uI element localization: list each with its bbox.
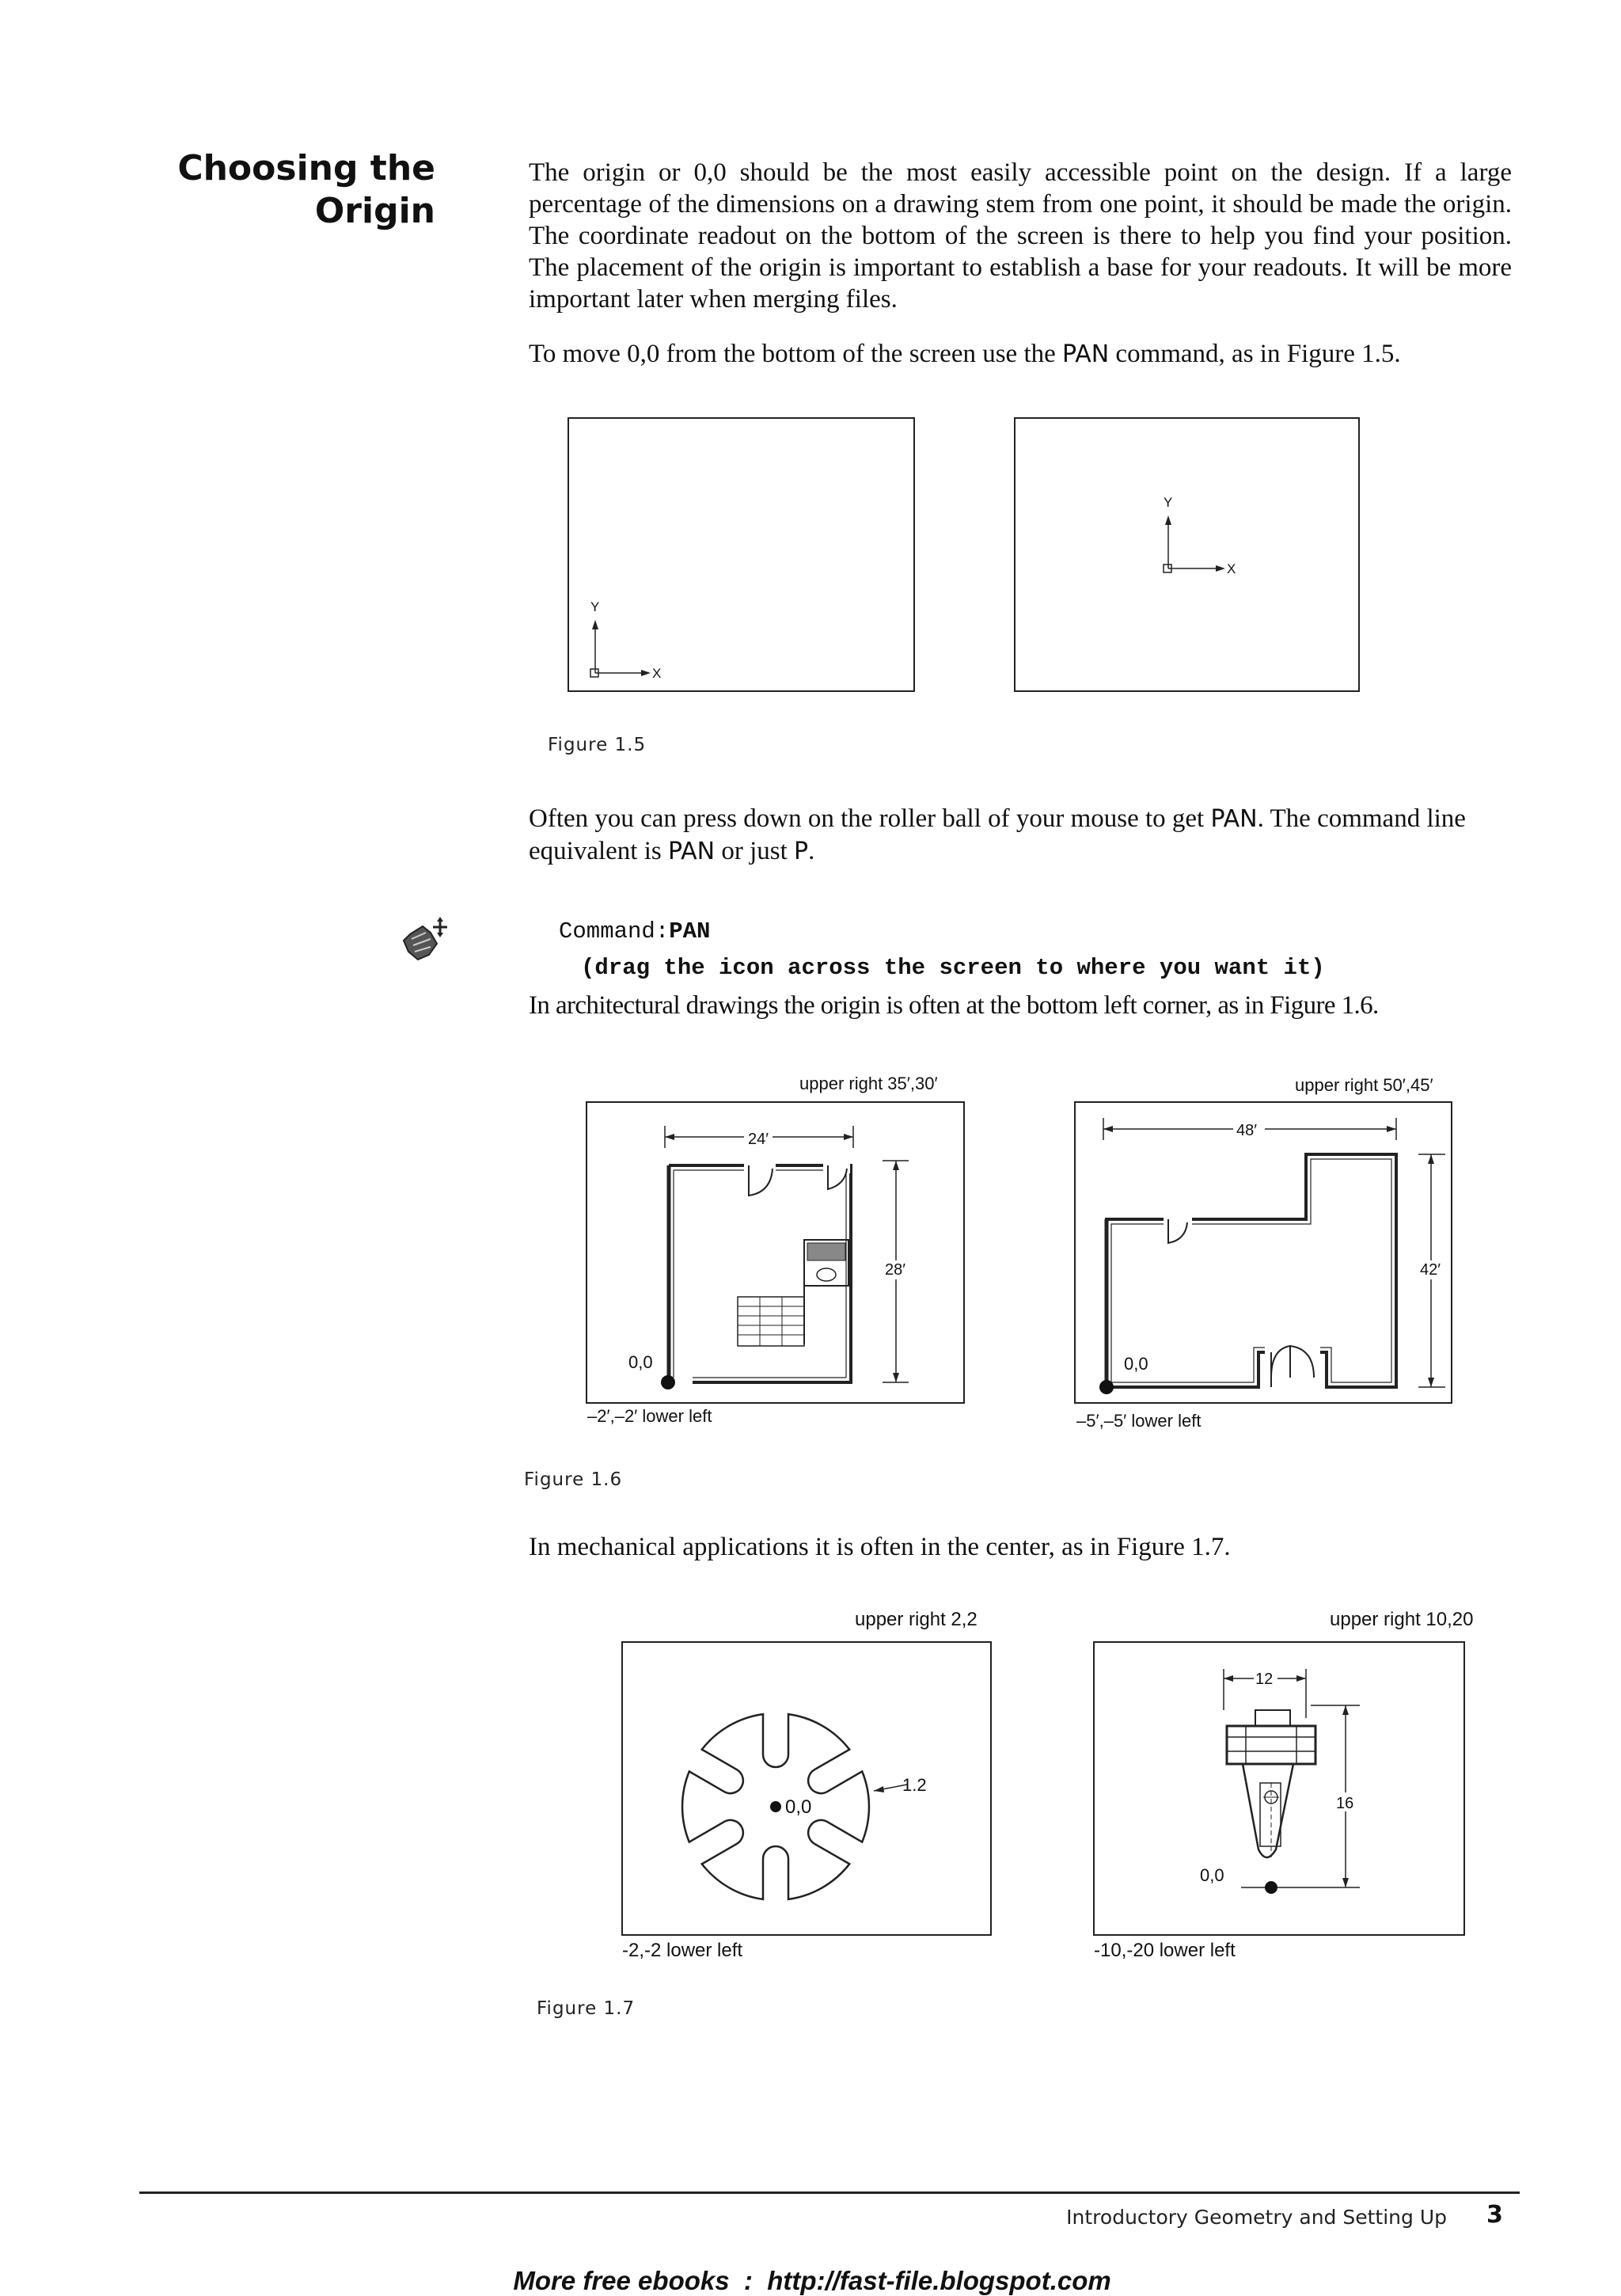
page-number: 3 (1486, 2201, 1503, 2229)
origin-label: 0,0 (1124, 1354, 1148, 1374)
width-dimension: 24′ (748, 1131, 769, 1148)
upper-right-label: upper right 50′,45′ (1295, 1075, 1433, 1095)
paragraph-text: command, as in Figure 1.5. (1109, 340, 1401, 368)
paragraph-mechanical: In mechanical applications it is often in the center, as in Figure 1.7. (529, 1533, 1231, 1561)
upper-right-label: upper right 10,20 (1330, 1609, 1474, 1630)
footer-link-label: More free ebooks : (513, 2266, 768, 2295)
upper-right-label: upper right 35′,30′ (799, 1074, 938, 1093)
footer-chapter-title: Introductory Geometry and Setting Up (1066, 2206, 1447, 2229)
paragraph-text: or just (715, 837, 795, 865)
paragraph-architectural: In architectural drawings the origin is often at the bottom left corner, as in Figure 1.6. (529, 991, 1379, 1020)
axis-x-label: X (652, 666, 662, 681)
command-name: PAN (1062, 340, 1110, 368)
lower-left-label: -10,-20 lower left (1094, 1940, 1236, 1961)
command-name: PAN (667, 838, 716, 865)
paragraph-text: . (808, 837, 815, 865)
paragraph-text: To move 0,0 from the bottom of the screen use the (529, 340, 1063, 368)
height-dimension: 28′ (885, 1261, 905, 1279)
axis-x-label: X (1227, 561, 1236, 576)
footer-rule (139, 2191, 1520, 2194)
origin-label: 0,0 (785, 1796, 812, 1818)
lower-left-label: –2′,–2′ lower left (587, 1406, 712, 1426)
origin-label: 0,0 (1200, 1865, 1224, 1885)
footer-ebook-link (499, 2236, 1111, 2296)
figure-1-7-left-drawing (622, 1642, 991, 1935)
lower-left-label: -2,-2 lower left (622, 1940, 743, 1961)
axis-y-label: Y (590, 599, 600, 614)
paragraph-origin-intro: The origin or 0,0 should be the most easily accessible point on the design. If a large percentage of the dimensions on a drawing stem from one point, it should be made the origin. The coordinate readout on the bottom of the screen is there to help you find your position. The placement of the origin is important to establish a base for your readouts. It will be more important later when merging files. (529, 158, 1512, 314)
figure-1-7-right-drawing (1094, 1642, 1464, 1935)
figure-1-6-caption: Figure 1.6 (524, 1469, 623, 1490)
figure-1-7-caption: Figure 1.7 (537, 1998, 636, 2019)
paragraph-text: Often you can press down on the roller ball of your mouse to get (529, 804, 1211, 833)
upper-right-label: upper right 2,2 (855, 1609, 978, 1630)
height-dimension: 42′ (1420, 1261, 1441, 1279)
width-dimension: 48′ (1236, 1122, 1257, 1139)
radius-dimension: 1.2 (902, 1775, 927, 1795)
section-heading-line-1: Choosing the (177, 148, 435, 188)
axis-y-label: Y (1164, 495, 1173, 510)
command-name: P (794, 838, 809, 865)
command-name: PAN (1210, 805, 1258, 833)
command-prompt: Command: (559, 918, 670, 945)
height-dimension: 16 (1336, 1795, 1354, 1812)
lower-left-label: –5′,–5′ lower left (1076, 1411, 1202, 1431)
section-heading-line-2: Origin (314, 191, 435, 231)
command-instruction: (drag the icon across the screen to where you want it) (581, 955, 1325, 981)
footer-link-url[interactable]: http://fast-file.blogspot.com (767, 2266, 1111, 2295)
origin-label: 0,0 (628, 1352, 653, 1372)
figure-1-5-caption: Figure 1.5 (548, 735, 647, 755)
width-dimension: 12 (1255, 1671, 1274, 1688)
command-name: PAN (669, 918, 711, 945)
paragraph-text: . The command line equivalent is (529, 804, 1466, 865)
